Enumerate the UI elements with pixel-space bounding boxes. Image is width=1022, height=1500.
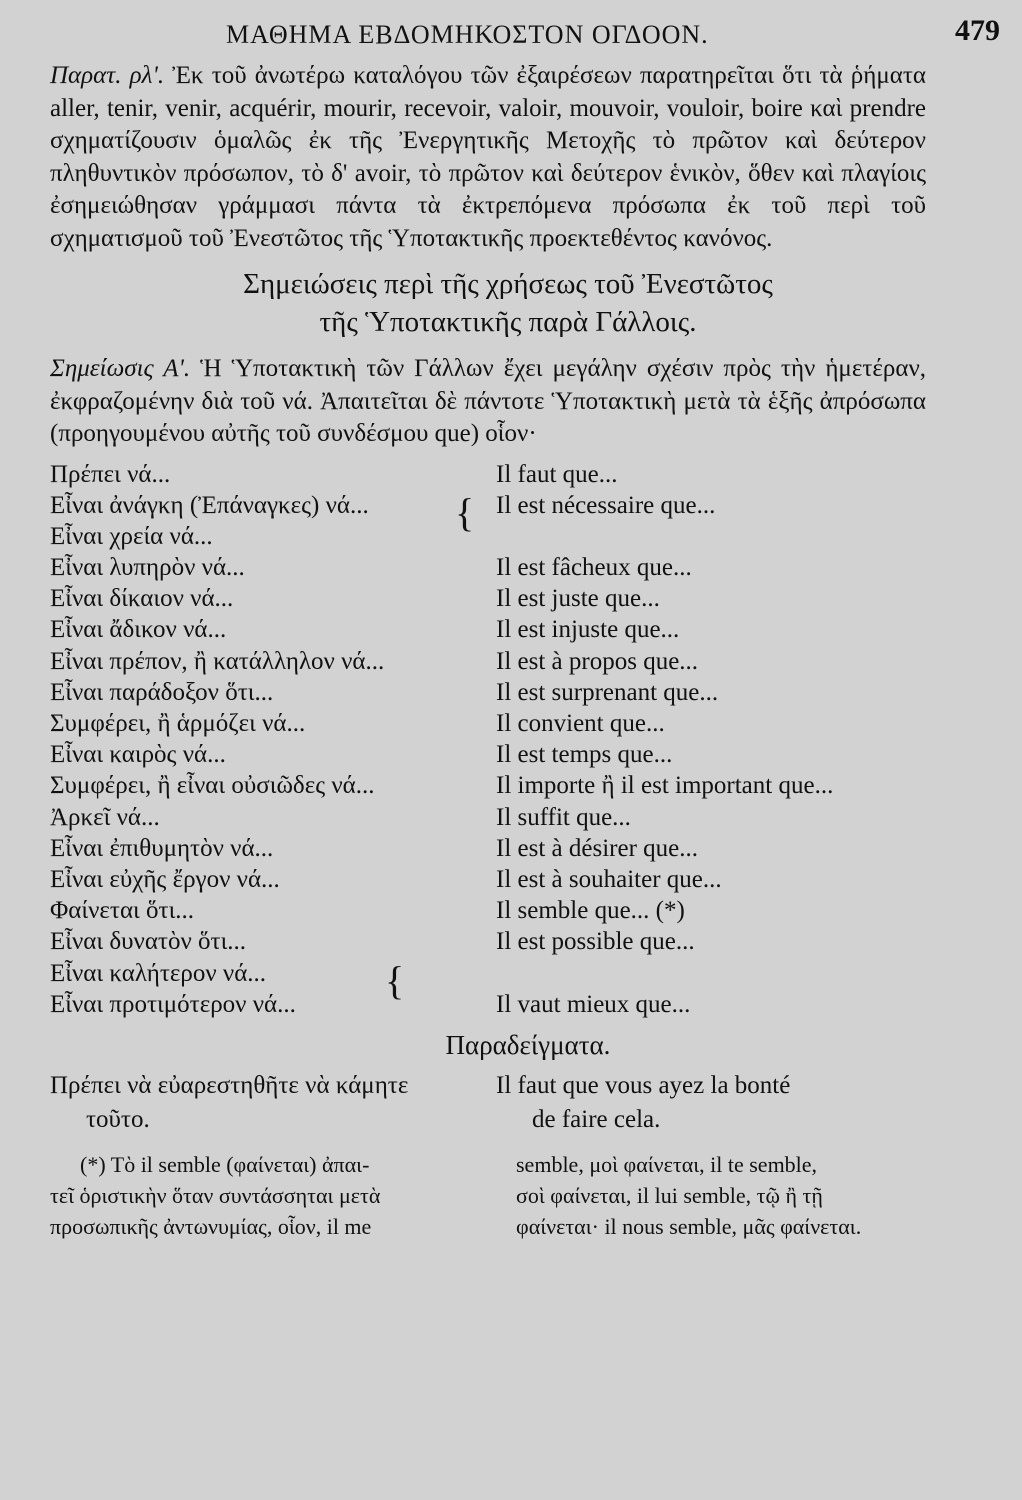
intro-text: Ἐκ τοῦ ἀνωτέρω καταλόγου τῶν ἐξαιρέσεων παρατηρεῖται ὅτι τὰ ῥήματα aller, tenir, venir, acquérir, mourir, recevoir, valoir, mouvoir, vouloir, boire καὶ prendre σχηματίζουσιν ὁμαλῶς ἐκ τῆς Ἐνεργητικῆς Μετοχῆς τὸ πρῶτον καὶ δεύτερον πληθυντικὸν πρόσωπον, τὸ δ' avoir, τὸ πρῶτον καὶ δεύτερον ἑνικὸν, ὅθεν καὶ πλαγίοις ἐσημειώθησαν γράμμασι πάντα τὰ ἐκτρεπόμενα πρόσωπα ἐκ τοῦ περὶ τοῦ σχηματισμοῦ τοῦ Ἐνεστῶτος τῆς Ὑποτακτικῆς προεκτεθέντος κανόνος.: [50, 62, 926, 252]
french-phrase: Il est surprenant que...: [496, 678, 719, 706]
phrase-row: [50, 459, 926, 490]
footnote-line: σοὶ φαίνεται, il lui semble, τῷ ἢ τῇ: [516, 1182, 823, 1208]
phrase-row: [50, 958, 926, 989]
phrase-row: [50, 614, 926, 645]
phrase-row: [50, 989, 926, 1020]
greek-phrase: Συμφέρει, ἢ εἶναι οὐσιῶδες νά...: [50, 772, 375, 800]
greek-phrase: Εἶναι καιρὸς νά...: [50, 741, 226, 769]
phrase-row: [50, 770, 926, 801]
example-french: [486, 1069, 926, 1137]
section-heading-line-1: Σημειώσεις περὶ τῆς χρήσεως τοῦ Ἐνεστῶτος: [243, 268, 773, 300]
brace-mark: {: [455, 489, 475, 535]
greek-phrase: Εἶναι προτιμότερον νά...: [50, 990, 296, 1018]
intro-label: Παρατ. ρλ'.: [50, 62, 165, 89]
footnote-right: [486, 1149, 926, 1242]
french-phrase: Il importe ἢ il est important que...: [496, 772, 834, 800]
french-phrase: Il est nécessaire que...: [496, 491, 716, 519]
footnote-line: φαίνεται· il nous semble, μᾶς φαίνεται.: [516, 1213, 862, 1239]
page-header: [50, 14, 1000, 60]
example-greek-line: τοῦτο.: [86, 1105, 150, 1133]
french-phrase: Il est juste que...: [496, 585, 660, 613]
french-phrase: Il est temps que...: [496, 741, 673, 769]
french-phrase: Il est à propos que...: [496, 647, 699, 675]
greek-phrase: Εἶναι δυνατὸν ὅτι...: [50, 928, 247, 956]
greek-phrase: Εἶναι πρέπον, ἢ κατάλληλον νά...: [50, 647, 385, 675]
brace-mark: {: [385, 957, 405, 1003]
phrase-row: [50, 677, 926, 708]
footnote-line: semble, μοὶ φαίνεται, il te semble,: [516, 1151, 818, 1177]
footnote: [50, 1149, 926, 1242]
phrase-row: [50, 490, 926, 521]
phrase-row: [50, 802, 926, 833]
phrase-row: [50, 708, 926, 739]
example-french-line: de faire cela.: [532, 1105, 661, 1133]
examples-heading: Παραδείγματα.: [445, 1029, 611, 1060]
french-phrase: Il est injuste que...: [496, 616, 680, 644]
section-heading: [90, 265, 926, 341]
footnote-left: [50, 1149, 486, 1242]
greek-phrase: Εἶναι δίκαιον νά...: [50, 585, 234, 613]
greek-phrase: Φαίνεται ὅτι...: [50, 897, 195, 925]
french-phrase: Il est fâcheux que...: [496, 554, 692, 582]
note-a-text: Ἡ Ὑποτακτικὴ τῶν Γάλλων ἔχει μεγάλην σχέσιν πρὸς τὴν ἡμετέραν, ἐκφραζομένην διὰ τοῦ νά. Ἀπαιτεῖται δὲ πάντοτε Ὑποτακτικὴ μετὰ τὰ ἑξῆς ἀπρόσωπα (προηγουμένου αὐτῆς τοῦ συνδέσμου que) οἷον·: [50, 355, 926, 447]
chapter-title: ΜΑΘΗΜΑ ΕΒΔΟΜΗΚΟΣΤΟΝ ΟΓΔΟΟΝ.: [226, 20, 709, 49]
greek-phrase: Εἶναι λυπηρὸν νά...: [50, 554, 245, 582]
page-number: 479: [955, 14, 1000, 47]
french-phrase: Il est à désirer que...: [496, 834, 699, 862]
phrase-row: [50, 895, 926, 926]
note-a-paragraph: [50, 353, 926, 451]
phrase-table: [50, 459, 926, 1020]
french-phrase: Il semble que... (*): [496, 897, 685, 925]
example-french-line: Il faut que vous ayez la bonté: [496, 1071, 791, 1099]
french-phrase: Il faut que...: [496, 460, 618, 488]
example-greek: [50, 1069, 486, 1137]
footnote-line: τεῖ ὁριστικὴν ὅταν συντάσσηται μετὰ: [50, 1182, 381, 1208]
phrase-row: [50, 833, 926, 864]
greek-phrase: Εἶναι ἀνάγκη (Ἐπάναγκες) νά...: [50, 491, 369, 519]
greek-phrase: Ἀρκεῖ νά...: [50, 803, 160, 831]
french-phrase: [490, 521, 926, 552]
example-row: [50, 1069, 926, 1137]
french-phrase: Il vaut mieux que...: [496, 990, 691, 1018]
greek-phrase: Πρέπει νά...: [50, 460, 171, 488]
phrase-row: [50, 739, 926, 770]
phrase-row: [50, 926, 926, 957]
greek-phrase: Εἶναι χρεία νά...: [50, 522, 213, 550]
greek-phrase: Εἶναι εὐχῆς ἔργον νά...: [50, 865, 280, 893]
footnote-line: (*) Τὸ il semble (φαίνεται) ἀπαι-: [80, 1151, 370, 1177]
phrase-row: [50, 864, 926, 895]
phrase-row: [50, 583, 926, 614]
greek-phrase: Εἶναι ἐπιθυμητὸν νά...: [50, 834, 274, 862]
greek-phrase: Εἶναι παράδοξον ὅτι...: [50, 678, 274, 706]
phrase-row: [50, 646, 926, 677]
french-phrase: Il suffit que...: [496, 803, 631, 831]
note-a-label: Σημείωσις Α'.: [50, 355, 191, 382]
section-heading-line-2: τῆς Ὑποτακτικῆς παρὰ Γάλλοις.: [319, 306, 697, 338]
example-greek-line: Πρέπει νὰ εὐαρεστηθῆτε νὰ κάμητε: [50, 1071, 409, 1099]
french-phrase: Il est possible que...: [496, 928, 695, 956]
french-phrase: Il est à souhaiter que...: [496, 865, 722, 893]
french-phrase: Il convient que...: [496, 710, 665, 737]
footnote-line: προσωπικῆς ἀντωνυμίας, οἷον, il me: [50, 1213, 372, 1239]
phrase-row: [50, 521, 926, 552]
french-phrase: [490, 958, 926, 989]
greek-phrase: Συμφέρει, ἢ ἁρμόζει νά...: [50, 710, 306, 737]
greek-phrase: Εἶναι ἄδικον νά...: [50, 616, 227, 644]
intro-paragraph: [50, 60, 926, 255]
greek-phrase: Εἶναι καλήτερον νά...: [50, 959, 267, 987]
phrase-row: [50, 552, 926, 583]
